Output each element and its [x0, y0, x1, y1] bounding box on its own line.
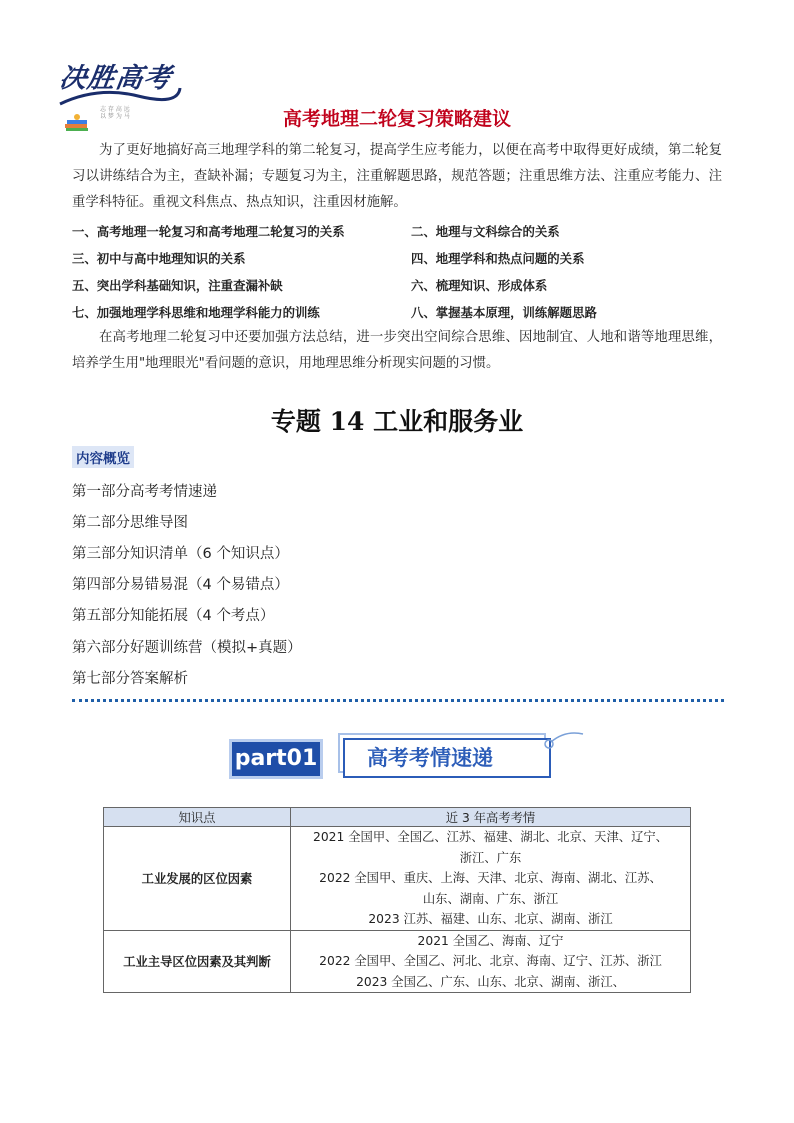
toc-item[interactable]: 第四部分易错易混（4 个易错点） [72, 577, 289, 593]
toc-item[interactable]: 第七部分答案解析 [72, 671, 188, 687]
part-tag: part01 [232, 742, 320, 776]
table-row [104, 930, 691, 993]
intro-paragraph: 为了更好地搞好高三地理学科的第二轮复习，提高学生应考能力，以便在高考中取得更好成绩，第二轮复习以讲练结合为主，查缺补漏；专题复习为主，注重解题思路，规范答题；注重思维方法、注重应考能力、注重学科特征。重视文科焦点、热点知识，注重因材施解。 [72, 143, 722, 210]
logo-subtitle-line: 以 梦 为 马 [100, 113, 130, 120]
table-header-cell: 近 3 年高考考情 [291, 808, 691, 827]
toc-item[interactable]: 第六部分好题训练营（模拟+真题） [72, 640, 302, 656]
table-topic-cell: 工业主导区位因素及其判断 [104, 930, 291, 993]
strategy-item: 三、初中与高中地理知识的关系 [72, 251, 246, 266]
table-topic-cell: 工业发展的区位因素 [104, 827, 291, 931]
toc-item[interactable]: 第五部分知能拓展（4 个考点） [72, 608, 275, 624]
exam-line: 2021 全国乙、海南、辽宁 [417, 933, 564, 948]
exam-line: 山东、湖南、广东、浙江 [422, 891, 559, 906]
logo-subtitle-line: 志 存 高 远 [100, 106, 130, 113]
part-banner [225, 728, 585, 788]
exam-line: 2022 全国甲、全国乙、河北、北京、海南、辽宁、江苏、浙江 [319, 954, 662, 968]
closing-paragraph: 在高考地理二轮复习中还要加强方法总结，进一步突出空间综合思维、因地制宜、人地和谐等地理思维，培养学生用"地理眼光"看问题的意识，用地理思维分析现实问题的习惯。 [72, 330, 722, 371]
table-row [104, 827, 691, 931]
strategy-item: 四、地理学科和热点问题的关系 [411, 251, 585, 266]
exam-line: 浙江、广东 [459, 850, 522, 865]
exam-line: 2023 全国乙、广东、山东、北京、湖南、浙江、 [356, 974, 625, 989]
topic-title: 专题 14 工业和服务业 [270, 407, 524, 436]
dotted-divider [72, 699, 724, 702]
strategy-item: 六、梳理知识、形成体系 [411, 278, 548, 293]
exam-line: 2023 江苏、福建、山东、北京、湖南、浙江 [368, 912, 613, 926]
strategy-item: 二、地理与文科综合的关系 [411, 224, 560, 239]
strategy-item: 八、掌握基本原理，训练解题思路 [411, 305, 597, 320]
toc-item[interactable]: 第一部分高考考情速递 [72, 484, 217, 500]
logo-text: 决胜高考 [57, 63, 174, 94]
table-header-cell: 知识点 [104, 808, 291, 827]
exam-line: 2022 全国甲、重庆、上海、天津、北京、海南、湖北、江苏、 [319, 871, 662, 885]
toc-item[interactable]: 第三部分知识清单（6 个知识点） [72, 546, 289, 562]
exam-table [103, 807, 691, 993]
overview-label: 内容概览 [72, 446, 134, 468]
toc-item[interactable]: 第二部分思维导图 [72, 515, 188, 531]
table-exam-cell [291, 827, 691, 931]
pin-icon [525, 728, 585, 758]
table-header-row [104, 808, 691, 827]
strategy-item: 五、突出学科基础知识，注重查漏补缺 [72, 278, 283, 293]
table-exam-cell [291, 930, 691, 993]
strategy-item: 七、加强地理学科思维和地理学科能力的训练 [72, 305, 320, 320]
page-title: 高考地理二轮复习策略建议 [282, 108, 511, 130]
part-title: 高考考情速递 [343, 738, 551, 778]
strategy-item: 一、高考地理一轮复习和高考地理二轮复习的关系 [72, 224, 345, 239]
exam-line: 2021 全国甲、全国乙、江苏、福建、湖北、北京、天津、辽宁、 [313, 830, 668, 844]
